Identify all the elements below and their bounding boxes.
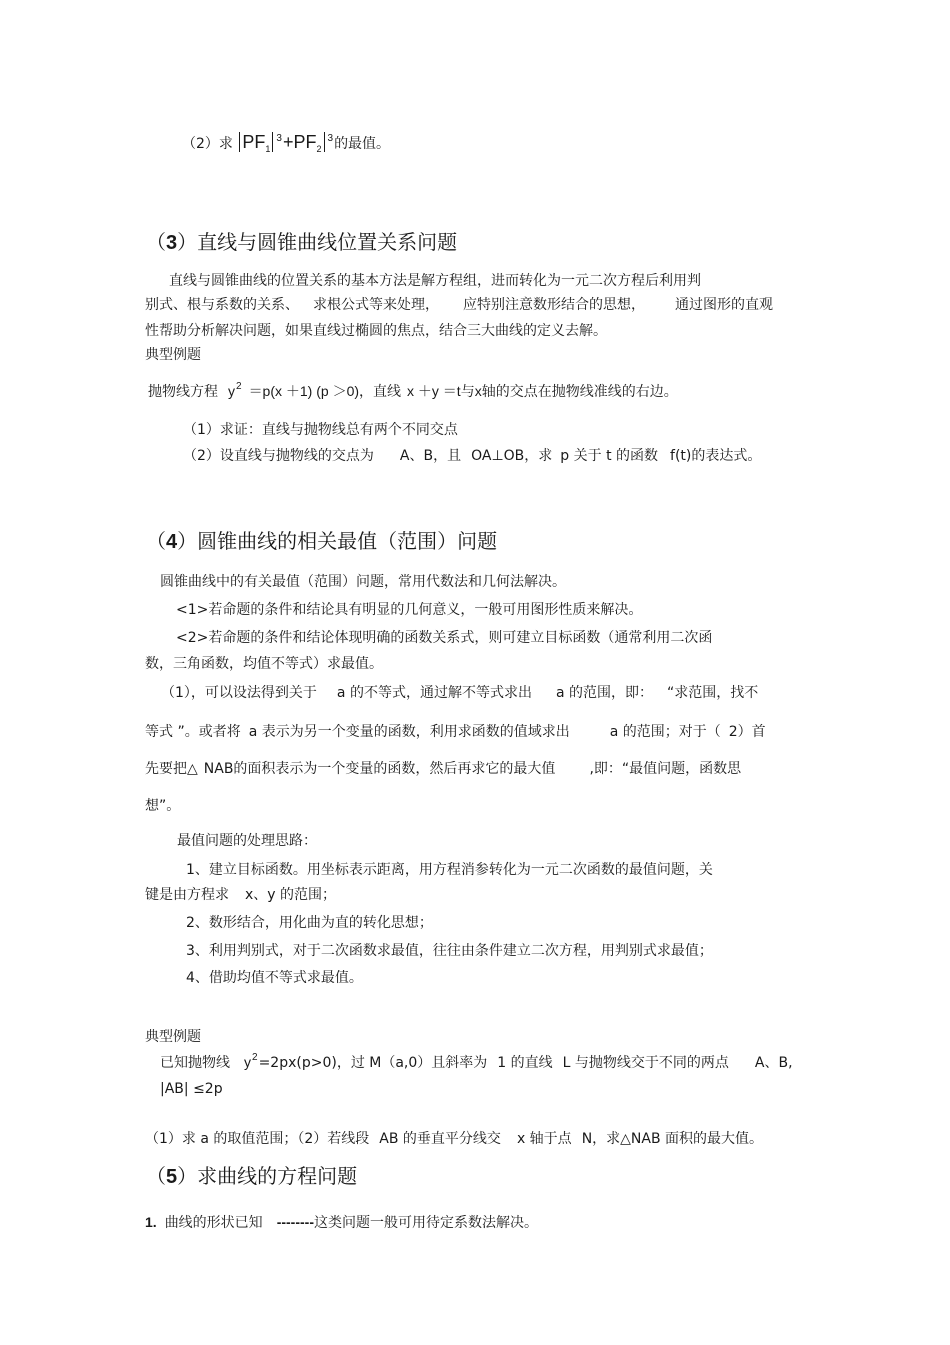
example-statement: 抛物线方程 $y^2 =p(x +1)$ (p ＞0)，直线 x ＋y ＝t与x轴的交点在抛物线准线的右边。 (148, 381, 678, 400)
question-1: （1）求证：直线与抛物线总有两个不同交点 (183, 422, 458, 438)
section-heading-5: （5）求曲线的方程问题 (146, 1164, 358, 1188)
approach-item-2: 2、数形结合，用化曲为直的转化思想； (186, 915, 433, 931)
abs-bar-right-2 (324, 132, 325, 152)
paragraph-line: 圆锥曲线中的有关最值（范围）问题，常用代数法和几何法解决。 (160, 574, 566, 590)
paragraph-line: 性帮助分析解决问题，如果直线过椭圆的焦点，结合三大曲线的定义去解。 (145, 323, 607, 339)
paragraph-line: （1），可以设法得到关于 a 的不等式，通过解不等式求出 a 的范围，即： “求范围，找不 (161, 685, 759, 701)
approach-item-1-cont: 键是由方程求 x、y 的范围； (145, 887, 337, 903)
paragraph-line: <2>若命题的条件和结论体现明确的函数关系式，则可建立目标函数（通常利用二次函 (176, 630, 713, 646)
pf-question-line: （2）求 $PF_1^3+PF_2^3$的最值。 (182, 132, 391, 154)
paragraph-line: 数，三角函数，均值不等式）求最值。 (145, 656, 383, 672)
paragraph-line: 别式、根与系数的关系、 求根公式等来处理， 应特别注意数形结合的思想， 通过图形的直观 (145, 297, 773, 313)
paragraph-line: 直线与圆锥曲线的位置关系的基本方法是解方程组，进而转化为一元二次方程后利用判 (169, 273, 701, 289)
paragraph-line: 想”。 (145, 798, 181, 814)
list-item-1: 1. 曲线的形状已知 --------这类问题一般可用待定系数法解决。 (145, 1214, 538, 1231)
paragraph-line: 等式 ”。或者将 a 表示为另一个变量的函数，利用求函数的值域求出 a 的范围；对于（ 2）首 (145, 724, 766, 740)
question-2: （2）设直线与抛物线的交点为 A、B，且 OA⊥OB，求 p 关于 t 的函数 f(t)的表达式。 (183, 448, 762, 464)
approach-item-4: 4、借助均值不等式求最值。 (186, 970, 363, 986)
approach-title: 最值问题的处理思路： (177, 833, 317, 849)
approach-item-3: 3、利用判别式，对于二次函数求最值，往往由条件建立二次方程，用判别式求最值； (186, 943, 713, 959)
approach-item-1: 1、建立目标函数。用坐标表示距离，用方程消参转化为一元二次函数的最值问题，关 (186, 862, 713, 878)
section-heading-3: （3）直线与圆锥曲线位置关系问题 (146, 230, 458, 254)
paragraph-line: <1>若命题的条件和结论具有明显的几何意义，一般可用图形性质来解决。 (176, 602, 643, 618)
paragraph-line: 先要把△ NAB的面积表示为一个变量的函数，然后再求它的最大值 ,即：“最值问题，函数思 (145, 761, 742, 777)
example-questions: （1）求 a 的取值范围；（2）若线段 AB 的垂直平分线交 x 轴于点 N，求△NAB 面积的最大值。 (145, 1131, 764, 1147)
example-label: 典型例题 (145, 347, 201, 363)
example-statement: 已知抛物线 $y^2=2px(p>0)$，过 M（a,0）且斜率为 1 的直线 L 与抛物线交于不同的两点 A、B, (160, 1052, 793, 1071)
section-heading-4: （4）圆锥曲线的相关最值（范围）问题 (146, 529, 498, 553)
example-label: 典型例题 (145, 1029, 201, 1045)
abs-bar-left (239, 132, 240, 152)
example-condition: |AB| ≤2p (160, 1081, 223, 1097)
abs-bar-right (272, 132, 273, 152)
